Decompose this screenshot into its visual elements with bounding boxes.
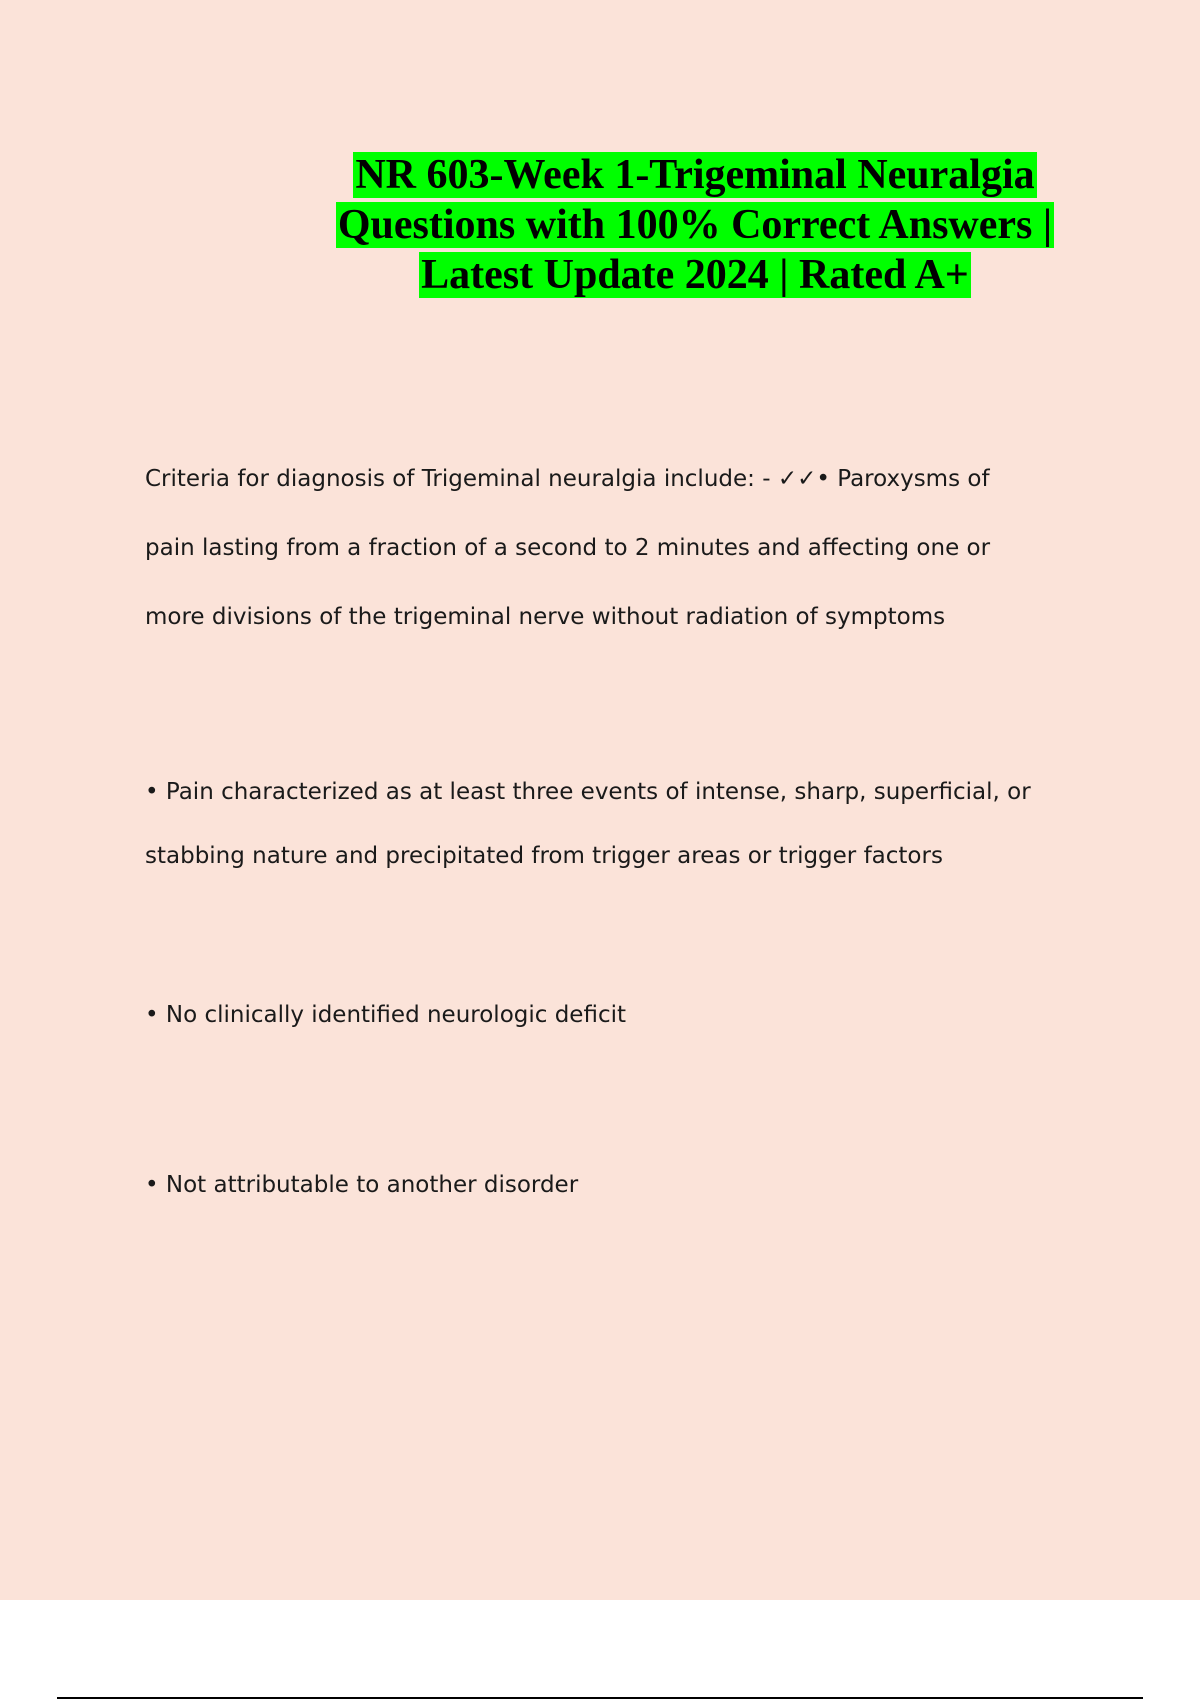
criteria-bullet-paragraph xyxy=(145,760,1045,888)
title-line xyxy=(300,150,1090,200)
footer-divider xyxy=(57,1697,1143,1699)
title-highlight: Latest Update 2024 | Rated A+ xyxy=(421,252,969,298)
question-answer-paragraph xyxy=(145,445,1045,652)
title-line xyxy=(300,250,1090,300)
text-line: pain lasting from a fraction of a second to 2 minutes and affecting one or xyxy=(145,535,991,561)
text-line: • Not attributable to another disorder xyxy=(145,1172,579,1198)
title-highlight: NR 603-Week 1-Trigeminal Neuralgia xyxy=(355,152,1035,198)
text-line: stabbing nature and precipitated from trigger areas or trigger factors xyxy=(145,843,943,869)
criteria-bullet-paragraph xyxy=(145,1165,1045,1205)
title-highlight: Questions with 100% Correct Answers | xyxy=(337,202,1053,248)
title-line xyxy=(300,200,1090,250)
text-line: • No clinically identified neurologic deficit xyxy=(145,1002,627,1028)
document-title xyxy=(300,150,1090,300)
text-line: • Pain characterized as at least three events of intense, sharp, superficial, or xyxy=(145,779,1031,805)
text-line: more divisions of the trigeminal nerve without radiation of symptoms xyxy=(145,604,946,630)
criteria-bullet-paragraph xyxy=(145,995,1045,1035)
text-line: Criteria for diagnosis of Trigeminal neuralgia include: - ✓✓• Paroxysms of xyxy=(145,466,990,492)
